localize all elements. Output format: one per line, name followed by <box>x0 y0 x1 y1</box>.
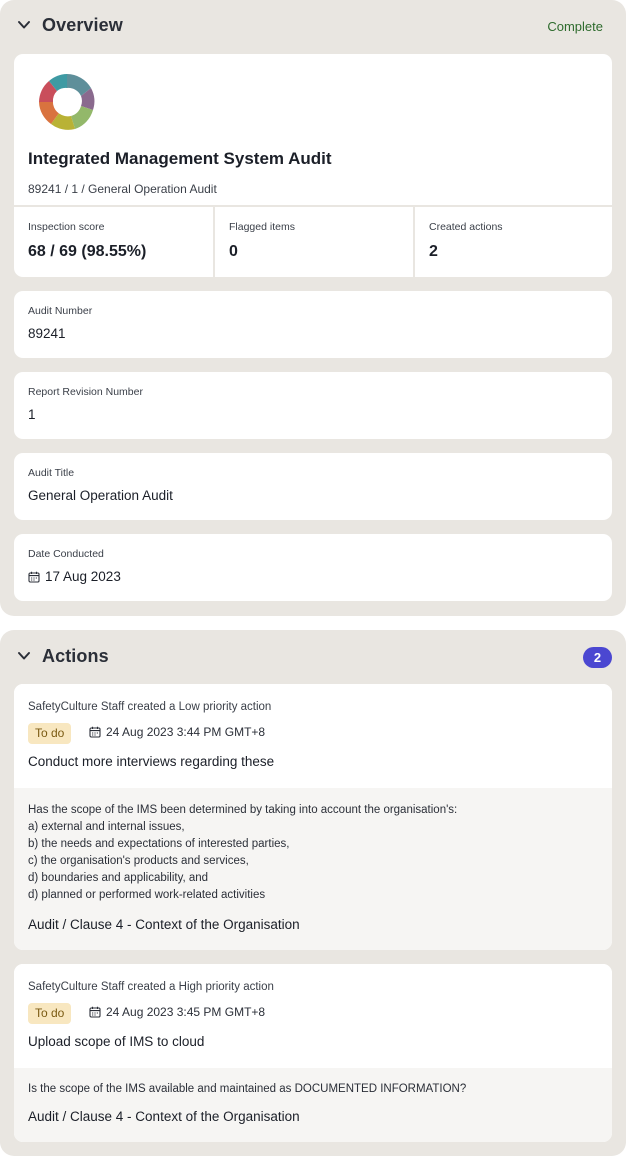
calendar-icon <box>89 1006 101 1018</box>
field-label: Audit Number <box>28 305 93 317</box>
action-date-text: 24 Aug 2023 3:44 PM GMT+8 <box>106 725 266 739</box>
stat-label: Inspection score <box>28 221 105 233</box>
calendar-icon <box>28 571 40 583</box>
field-value: 89241 <box>28 326 66 341</box>
action-title: Conduct more interviews regarding these <box>28 754 275 769</box>
stat-value: 2 <box>429 243 438 260</box>
stat-value: 68 / 69 (98.55%) <box>28 243 147 260</box>
audit-subtitle: 89241 / 1 / General Operation Audit <box>28 182 217 196</box>
action-meta: SafetyCulture Staff created a High priority action <box>28 981 274 993</box>
actions-header[interactable] <box>0 630 626 682</box>
actions-section <box>0 630 626 1156</box>
field-audit-number <box>14 291 612 358</box>
chevron-down-icon[interactable] <box>17 651 31 661</box>
audit-title: Integrated Management System Audit <box>28 149 332 168</box>
action-header <box>14 964 612 1068</box>
field-audit-title <box>14 453 612 520</box>
field-value-row <box>28 569 121 584</box>
section-title: Actions <box>42 646 109 666</box>
clause-breadcrumb: Audit / Clause 4 - Context of the Organisation <box>28 1109 300 1124</box>
date-conducted-value: 17 Aug 2023 <box>45 569 121 584</box>
question-line: Has the scope of the IMS been determined by taking into account the organisation's: <box>28 804 458 816</box>
action-meta: SafetyCulture Staff created a Low priority action <box>28 701 272 713</box>
stat-label: Flagged items <box>229 221 295 233</box>
status-badge: To do <box>28 723 71 744</box>
question-line: d) boundaries and applicability, and <box>28 872 209 884</box>
overview-header[interactable] <box>0 0 626 52</box>
stat-inspection-score <box>14 207 213 277</box>
section-title: Overview <box>42 15 123 35</box>
field-label: Date Conducted <box>28 548 104 560</box>
action-card[interactable] <box>14 964 612 1142</box>
question-line: d) planned or performed work-related activities <box>28 889 266 901</box>
status-label: Complete <box>547 19 603 34</box>
field-report-revision <box>14 372 612 439</box>
question-text <box>28 1081 466 1098</box>
action-due-date <box>89 1005 265 1019</box>
action-due-date <box>89 725 265 739</box>
field-value: General Operation Audit <box>28 488 173 503</box>
chevron-down-icon[interactable] <box>17 20 31 30</box>
field-date-conducted <box>14 534 612 601</box>
stat-value: 0 <box>229 243 238 260</box>
stat-label: Created actions <box>429 221 503 233</box>
question-line: b) the needs and expectations of interested parties, <box>28 838 290 850</box>
actions-count-badge: 2 <box>583 647 612 668</box>
stat-created-actions <box>413 207 612 277</box>
question-line: c) the organisation's products and services, <box>28 855 249 867</box>
action-date-text: 24 Aug 2023 3:45 PM GMT+8 <box>106 1005 266 1019</box>
action-question <box>14 788 612 950</box>
action-question <box>14 1068 612 1142</box>
action-card[interactable] <box>14 684 612 950</box>
action-header <box>14 684 612 788</box>
multicolor-ring-logo <box>37 72 97 132</box>
field-label: Audit Title <box>28 467 75 479</box>
calendar-icon <box>89 726 101 738</box>
status-badge: To do <box>28 1003 71 1024</box>
field-label: Report Revision Number <box>28 386 143 398</box>
question-line: a) external and internal issues, <box>28 821 185 833</box>
audit-summary-card <box>14 54 612 277</box>
question-text <box>28 802 457 904</box>
clause-breadcrumb: Audit / Clause 4 - Context of the Organisation <box>28 917 300 932</box>
field-value: 1 <box>28 407 36 422</box>
action-title: Upload scope of IMS to cloud <box>28 1034 205 1049</box>
question-line: Is the scope of the IMS available and maintained as DOCUMENTED INFORMATION? <box>28 1083 467 1095</box>
stats-row <box>14 205 612 277</box>
stat-flagged-items <box>213 207 413 277</box>
